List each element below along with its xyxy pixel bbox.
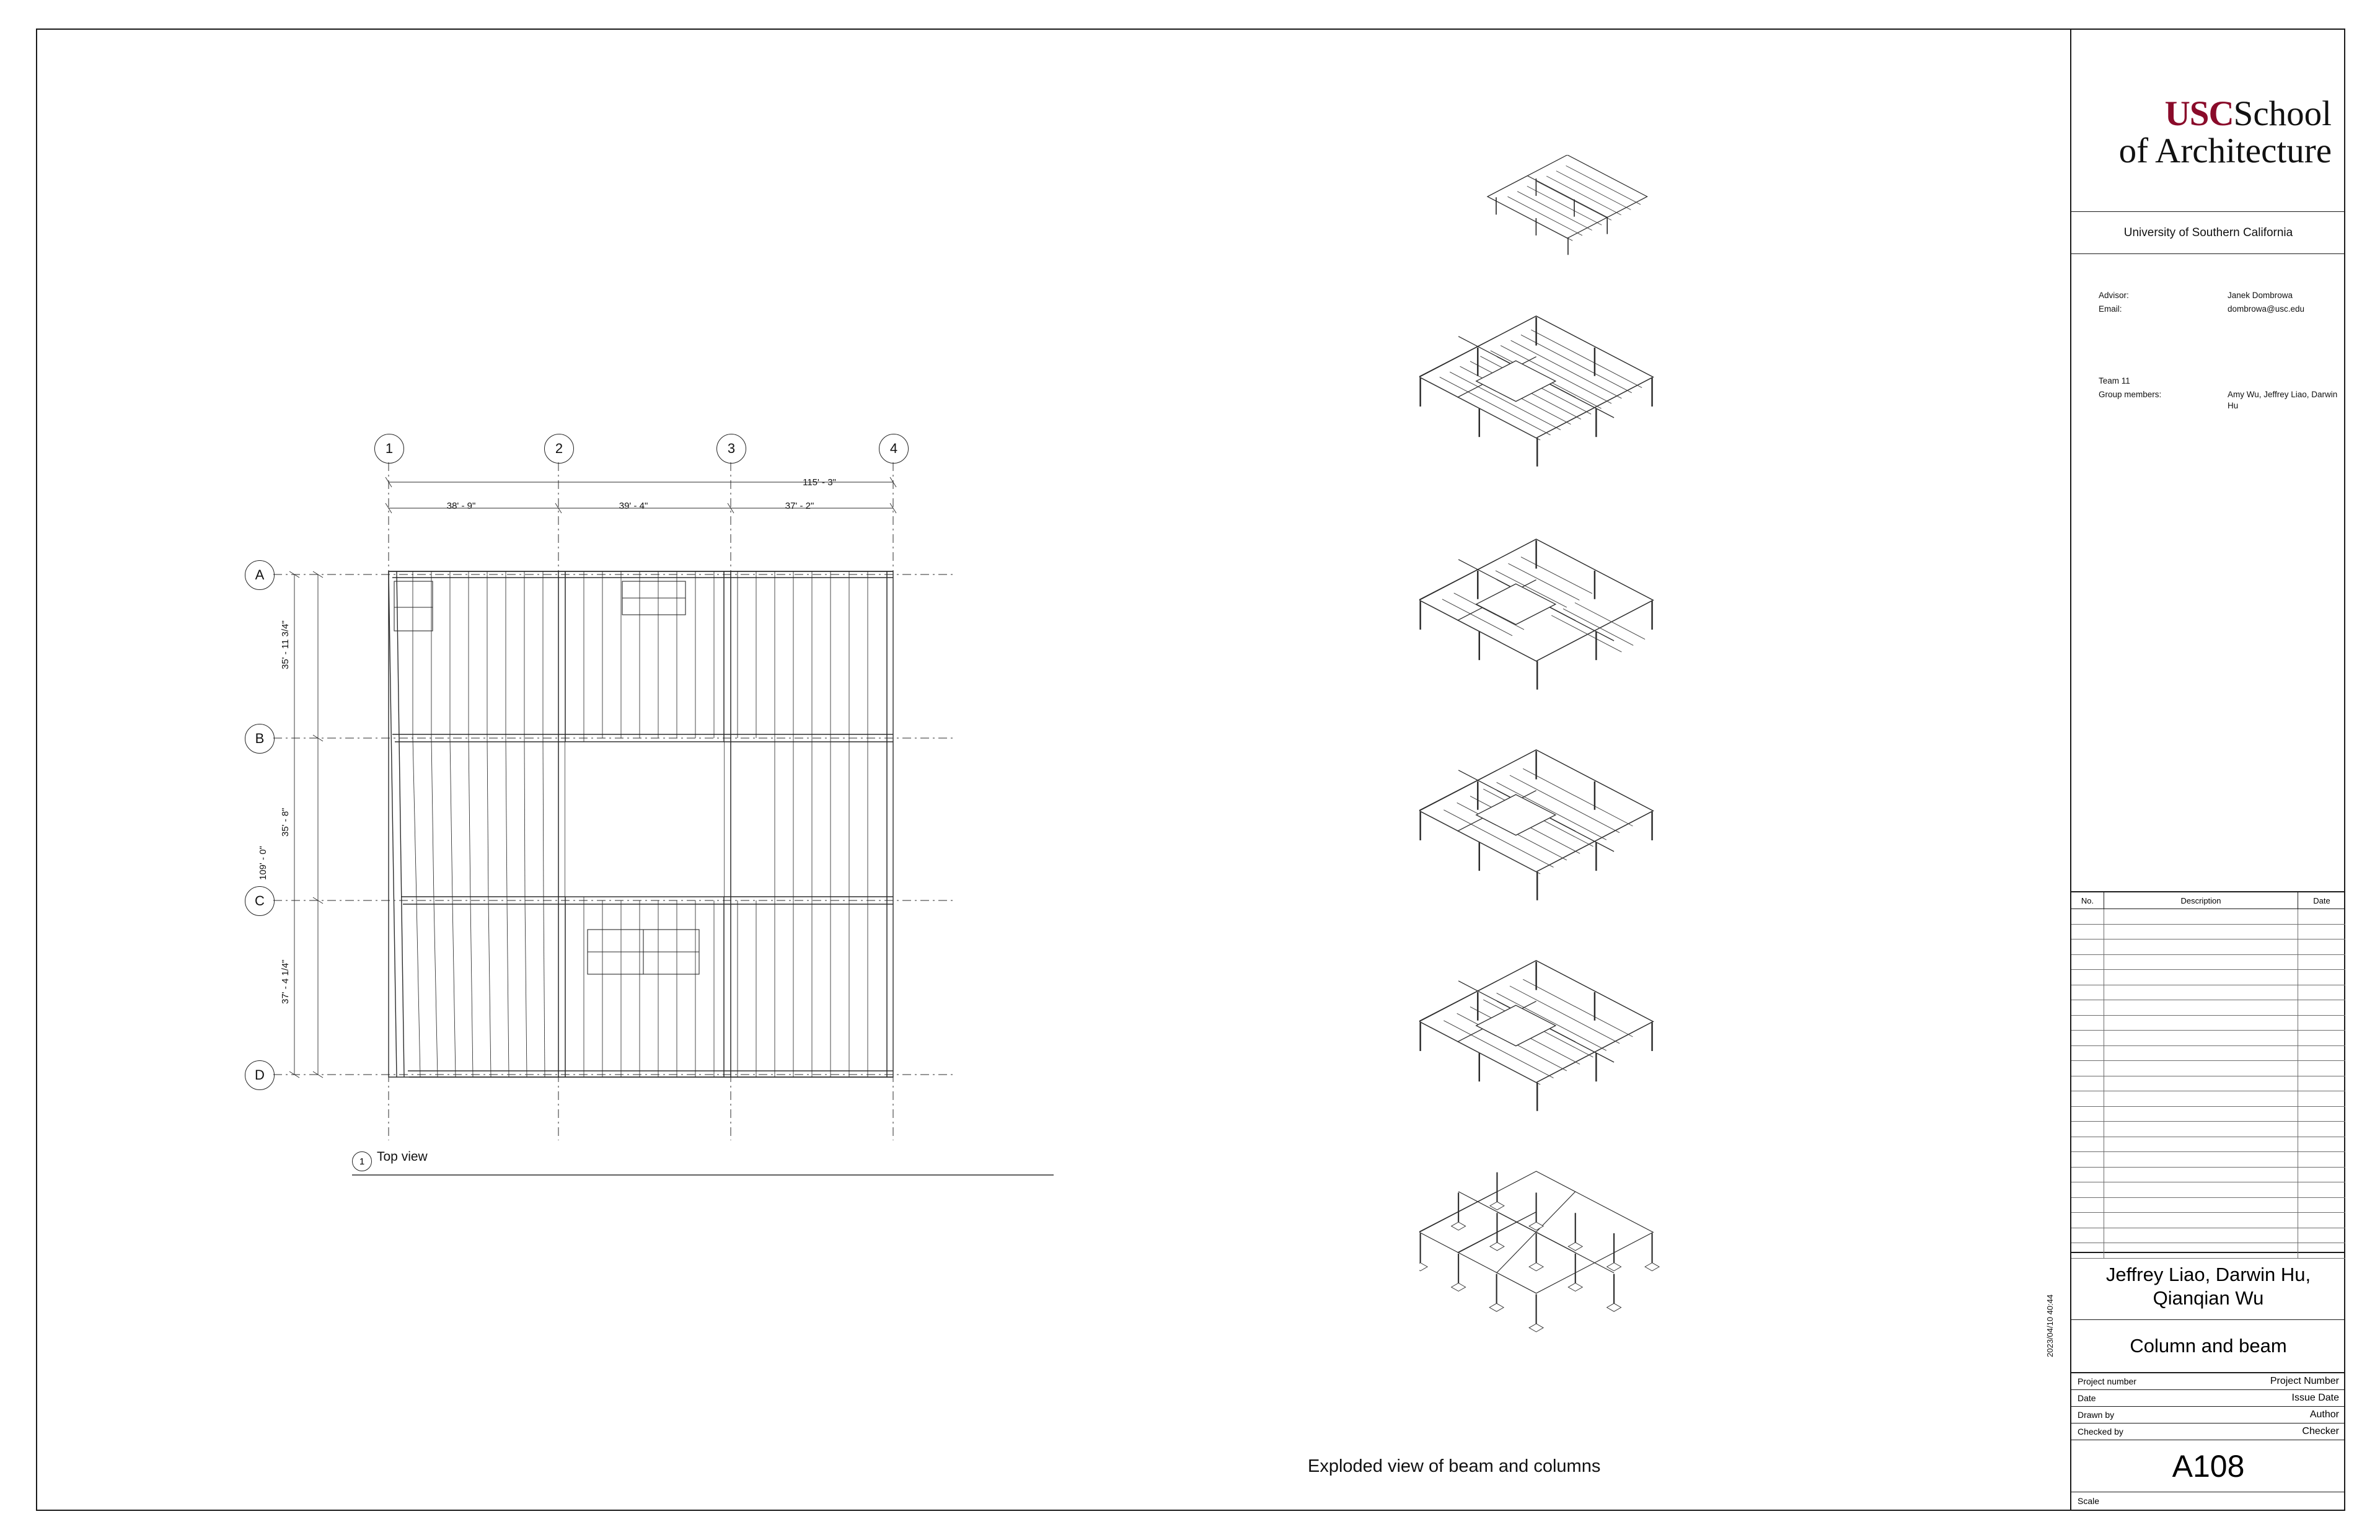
group-members-label: Group members: xyxy=(2099,390,2162,399)
revision-cell-description xyxy=(2104,1168,2298,1182)
sheet-meta-block xyxy=(2071,1373,2345,1440)
revision-cell-description xyxy=(2104,939,2298,954)
revision-cell-description xyxy=(2104,1046,2298,1061)
revision-row xyxy=(2071,970,2345,985)
revision-cell-description xyxy=(2104,1122,2298,1137)
revision-cell-no xyxy=(2071,1000,2104,1015)
exploded-axonometric-stack xyxy=(1419,155,1853,1487)
exploded-view-caption: Exploded view of beam and columns xyxy=(1308,1456,1601,1476)
advisor-value: Janek Dombrowa xyxy=(2228,291,2293,300)
revision-cell-no xyxy=(2071,1076,2104,1091)
revision-cell-date xyxy=(2298,1152,2345,1167)
revision-cell-no xyxy=(2071,1046,2104,1061)
revision-row xyxy=(2071,1107,2345,1122)
revision-cell-date xyxy=(2298,1016,2345,1031)
project-number-label: Project number xyxy=(2078,1376,2136,1386)
revision-cell-no xyxy=(2071,1213,2104,1228)
scale-label: Scale xyxy=(2078,1496,2100,1506)
project-number-row xyxy=(2071,1373,2345,1390)
revision-cell-date xyxy=(2298,1061,2345,1076)
revision-cell-no xyxy=(2071,1031,2104,1045)
top-view-plan xyxy=(186,434,1054,1177)
author-names: Jeffrey Liao, Darwin Hu, Qianqian Wu xyxy=(2071,1253,2345,1320)
grid-bubble-D: D xyxy=(245,1060,275,1090)
view-title-label: Top view xyxy=(377,1150,428,1164)
revision-cell-no xyxy=(2071,1182,2104,1197)
revision-cell-description xyxy=(2104,1000,2298,1015)
overall-vertical-dimension: 109' - 0" xyxy=(258,846,268,880)
grid-bubble-1: 1 xyxy=(374,434,404,464)
revision-cell-date xyxy=(2298,909,2345,924)
grid-bubble-3: 3 xyxy=(716,434,746,464)
revision-cell-no xyxy=(2071,1152,2104,1167)
revision-cell-date xyxy=(2298,925,2345,939)
revision-row xyxy=(2071,1000,2345,1016)
revision-row xyxy=(2071,939,2345,955)
revision-cell-no xyxy=(2071,1061,2104,1076)
revision-col-date: Date xyxy=(2313,895,2330,905)
revision-cell-date xyxy=(2298,1198,2345,1213)
vertical-dimension-2: 35' - 8" xyxy=(280,807,291,837)
revision-cell-description xyxy=(2104,955,2298,970)
revision-cell-no xyxy=(2071,909,2104,924)
revision-cell-description xyxy=(2104,1152,2298,1167)
revision-cell-no xyxy=(2071,985,2104,1000)
revision-row xyxy=(2071,1122,2345,1137)
exploded-level-3 xyxy=(1419,750,1653,900)
revision-table-header xyxy=(2071,892,2345,909)
revision-col-description: Description xyxy=(2104,892,2298,909)
revision-cell-no xyxy=(2071,1107,2104,1122)
project-info-block xyxy=(2071,254,2345,892)
school-text: School xyxy=(2233,94,2332,133)
email-value: dombrowa@usc.edu xyxy=(2228,304,2305,314)
plan-geometry xyxy=(186,434,1054,1177)
grid-bubble-4: 4 xyxy=(879,434,909,464)
revision-row xyxy=(2071,925,2345,940)
revision-cell-description xyxy=(2104,1061,2298,1076)
view-title-underline xyxy=(186,1173,1054,1185)
revision-cell-description xyxy=(2104,985,2298,1000)
date-value: Issue Date xyxy=(2291,1393,2339,1403)
revision-cell-description xyxy=(2104,1076,2298,1091)
revision-cell-date xyxy=(2298,1228,2345,1243)
checked-by-label: Checked by xyxy=(2078,1427,2123,1437)
revision-table-body xyxy=(2071,909,2345,1259)
revision-row xyxy=(2071,1031,2345,1046)
drawn-by-value: Author xyxy=(2309,1409,2339,1420)
revision-col-no: No. xyxy=(2071,892,2104,909)
checked-by-value: Checker xyxy=(2302,1426,2339,1437)
revision-cell-description xyxy=(2104,1016,2298,1031)
grid-bubble-A: A xyxy=(245,560,275,590)
horizontal-dimension-3: 37' - 2" xyxy=(785,501,814,511)
revision-cell-no xyxy=(2071,1016,2104,1031)
sheet-name: Column and beam xyxy=(2071,1320,2345,1373)
exploded-level-4 xyxy=(1419,539,1653,690)
revision-cell-date xyxy=(2298,1076,2345,1091)
revision-cell-description xyxy=(2104,925,2298,939)
checked-by-row xyxy=(2071,1423,2345,1440)
revision-row xyxy=(2071,955,2345,970)
revision-row xyxy=(2071,1076,2345,1092)
grid-bubble-2: 2 xyxy=(544,434,574,464)
exploded-level-2 xyxy=(1419,961,1653,1111)
revision-cell-description xyxy=(2104,1182,2298,1197)
revision-row xyxy=(2071,1046,2345,1062)
revision-cell-date xyxy=(2298,985,2345,1000)
exploded-level-6 xyxy=(1488,155,1647,255)
revision-row xyxy=(2071,1228,2345,1244)
revision-cell-description xyxy=(2104,1213,2298,1228)
revision-cell-no xyxy=(2071,1091,2104,1106)
revision-cell-description xyxy=(2104,909,2298,924)
team-label: Team 11 xyxy=(2099,376,2130,385)
project-number-value: Project Number xyxy=(2270,1376,2339,1386)
revision-row xyxy=(2071,1137,2345,1153)
revision-cell-description xyxy=(2104,1107,2298,1122)
revision-cell-date xyxy=(2298,1137,2345,1152)
revision-row xyxy=(2071,1016,2345,1031)
revision-cell-description xyxy=(2104,1228,2298,1243)
revision-cell-description xyxy=(2104,1198,2298,1213)
title-block xyxy=(2070,29,2345,1511)
group-members-value: Amy Wu, Jeffrey Liao, Darwin Hu xyxy=(2228,390,2338,411)
grid-bubble-B: B xyxy=(245,724,275,754)
university-name: University of Southern California xyxy=(2071,212,2345,254)
revision-cell-description xyxy=(2104,1137,2298,1152)
revision-cell-description xyxy=(2104,1091,2298,1106)
vertical-dimension-3: 37' - 4 1/4" xyxy=(280,959,291,1004)
usc-logo-text: USC xyxy=(2164,94,2234,133)
horizontal-dimension-2: 39' - 4" xyxy=(619,501,648,511)
revision-cell-date xyxy=(2298,1213,2345,1228)
revision-cell-no xyxy=(2071,1228,2104,1243)
revision-cell-date xyxy=(2298,955,2345,970)
revision-cell-date xyxy=(2298,1046,2345,1061)
date-row xyxy=(2071,1390,2345,1407)
revision-cell-description xyxy=(2104,1031,2298,1045)
revision-cell-no xyxy=(2071,1137,2104,1152)
revision-cell-no xyxy=(2071,1122,2104,1137)
revision-row xyxy=(2071,1182,2345,1198)
revision-row xyxy=(2071,1061,2345,1076)
drawn-by-label: Drawn by xyxy=(2078,1410,2115,1420)
revision-cell-date xyxy=(2298,1107,2345,1122)
revision-cell-description xyxy=(2104,970,2298,985)
sheet-number: A108 xyxy=(2071,1440,2345,1492)
revision-cell-date xyxy=(2298,1000,2345,1015)
revision-cell-date xyxy=(2298,1031,2345,1045)
plot-date-stamp: 2023/04/10 40:44 xyxy=(2045,1294,2055,1357)
grid-bubble-C: C xyxy=(245,886,275,916)
revision-table xyxy=(2071,892,2345,1253)
overall-horizontal-dimension: 115' - 3" xyxy=(803,477,836,488)
revision-cell-date xyxy=(2298,970,2345,985)
revision-row xyxy=(2071,1198,2345,1213)
revision-cell-date xyxy=(2298,939,2345,954)
revision-row xyxy=(2071,909,2345,925)
revision-row xyxy=(2071,1152,2345,1168)
date-label: Date xyxy=(2078,1393,2096,1403)
vertical-dimension-1: 35' - 11 3/4" xyxy=(280,620,291,669)
exploded-level-5 xyxy=(1419,316,1653,467)
drawn-by-row xyxy=(2071,1407,2345,1423)
of-architecture-text: of Architecture xyxy=(2118,131,2332,171)
revision-row xyxy=(2071,1213,2345,1228)
revision-cell-no xyxy=(2071,955,2104,970)
revision-row xyxy=(2071,985,2345,1001)
revision-cell-date xyxy=(2298,1122,2345,1137)
revision-cell-no xyxy=(2071,1168,2104,1182)
usc-logo-block xyxy=(2071,29,2345,212)
exploded-level-1-foundation xyxy=(1419,1171,1659,1332)
revision-cell-date xyxy=(2298,1168,2345,1182)
revision-cell-no xyxy=(2071,939,2104,954)
view-number-bubble: 1 xyxy=(352,1151,372,1171)
email-label: Email: xyxy=(2099,304,2122,314)
revision-cell-no xyxy=(2071,970,2104,985)
revision-cell-date xyxy=(2298,1091,2345,1106)
revision-row xyxy=(2071,1168,2345,1183)
horizontal-dimension-1: 38' - 9" xyxy=(446,501,476,511)
revision-cell-no xyxy=(2071,1198,2104,1213)
revision-cell-no xyxy=(2071,925,2104,939)
usc-wordmark xyxy=(2119,95,2332,170)
advisor-label: Advisor: xyxy=(2099,291,2129,300)
revision-cell-date xyxy=(2298,1182,2345,1197)
revision-row xyxy=(2071,1091,2345,1107)
